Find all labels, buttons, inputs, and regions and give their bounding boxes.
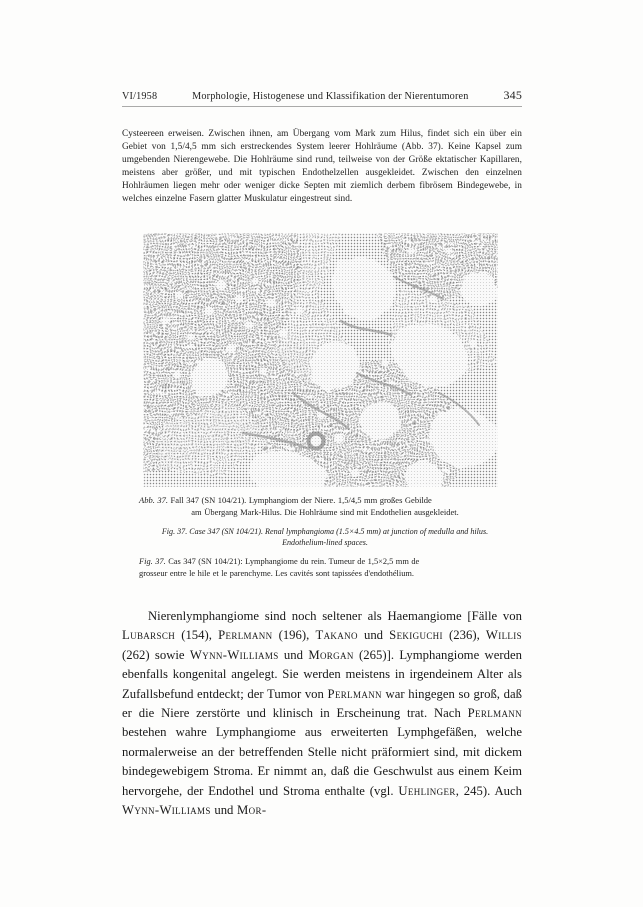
author-name: Wynn-Williams [189, 647, 279, 662]
running-head [122, 88, 522, 103]
author-name: Wynn-Williams [122, 803, 211, 818]
text-segment: (265)]. Lymphangiome werden ebenfalls kongenital angelegt. Sie werden meistens in irgendeinem Alter als Zufallsbefund entdeckt; der Tumor von [122, 647, 522, 701]
caption-label-en: Fig. 37. [161, 527, 188, 536]
caption-label-de: Abb. 37. [139, 495, 168, 505]
figure-caption-german [139, 495, 511, 518]
author-name: Morgan [308, 647, 354, 662]
author-name: Willis [485, 628, 522, 643]
micrograph-image [143, 233, 498, 487]
text-segment: und [357, 628, 390, 643]
text-segment: , 245). Auch [455, 783, 523, 798]
main-paragraph [122, 607, 522, 820]
author-name: Perlmann [218, 628, 273, 643]
author-name: Sekiguchi [389, 628, 443, 643]
caption-text-fr-line2: grosseur entre le hile et le parenchyme. Les cavités sont tapissées d'endothélium. [139, 568, 414, 578]
intro-paragraph: Cysteereen erweisen. Zwischen ihnen, am Übergang vom Mark zum Hilus, findet sich ein über ein Gebiet von 1,5/4,5 mm sich erstreckendes System leerer Hohlräume (Abb. 37). Keine Kapsel zum umgebenden Nierengewebe. Die Hohlräume sind rund, teilweise von der Größe ektatischer Kapillaren, meistens aber größer, und mit typischen Endothelzellen ausgekleidet. Zwischen den einzelnen Hohlräumen liegen mehr oder weniger dicke Septen mit ziemlich derbem fibrösem Bindegewebe, in welches einzelne Fasern glatter Muskulatur eingestreut sind. [122, 129, 522, 205]
folio-left: VI/1958 [122, 91, 158, 102]
author-name: Mor- [237, 803, 267, 818]
text-segment: und [278, 647, 309, 662]
text-segment: bestehen wahre Lymphangiome aus erweiterten Lymphgefäßen, welche normalerweise an der betreffenden Stelle nicht präformiert sind, mit dickem bindegewebigem Stroma. Er nimmt an, daß die Geschwulst aus einem Keim hervorgehe, der Endothel und Stroma enthalte (vgl. [122, 725, 522, 798]
caption-text-fr-line1: Cas 347 (SN 104/21): Lymphangiome du rein. Tumeur de 1,5×2,5 mm de [168, 557, 420, 566]
text-segment: (262) sowie [122, 647, 190, 662]
text-segment: (154), [175, 628, 219, 643]
running-title: Morphologie, Histogenese und Klassifikation der Nierentumoren [192, 91, 469, 102]
caption-text-de-line2: am Übergang Mark-Hilus. Die Hohlräume sind mit Endothelien ausgekleidet. [191, 506, 459, 517]
figure-37-micrograph [143, 233, 498, 487]
page-number: 345 [503, 88, 522, 102]
author-name: Perlmann [467, 706, 522, 721]
author-name: Lubarsch [122, 628, 176, 643]
text-segment: (196), [272, 628, 316, 643]
text-segment: und [210, 803, 238, 818]
caption-text-en-line2: and hilus. Endothelium-lined spaces. [282, 527, 489, 548]
author-name: Uehlinger [398, 783, 456, 798]
text-segment: (236), [442, 628, 486, 643]
author-name: Takano [315, 628, 358, 643]
figure-caption-english [139, 526, 511, 549]
author-name: Perlmann [327, 686, 382, 701]
caption-text-de-line1: Fall 347 (SN 104/21). Lymphangiom der Niere. 1,5/4,5 mm großes Gebilde [170, 495, 432, 505]
text-segment: war hingegen so groß, daß er die Niere zerstörte und klinisch in Erscheinung trat. Nach [122, 686, 523, 721]
figure-caption-french [139, 556, 511, 579]
caption-text-en-line1: Case 347 (SN 104/21). Renal lymphangioma (1.5×4.5 mm) at junction of medulla [189, 527, 455, 536]
header-rule [122, 106, 522, 107]
caption-label-fr: Fig. 37. [139, 557, 166, 566]
text-segment: Nierenlymphangiome sind noch seltener als Haemangiome [Fälle von [148, 609, 522, 623]
